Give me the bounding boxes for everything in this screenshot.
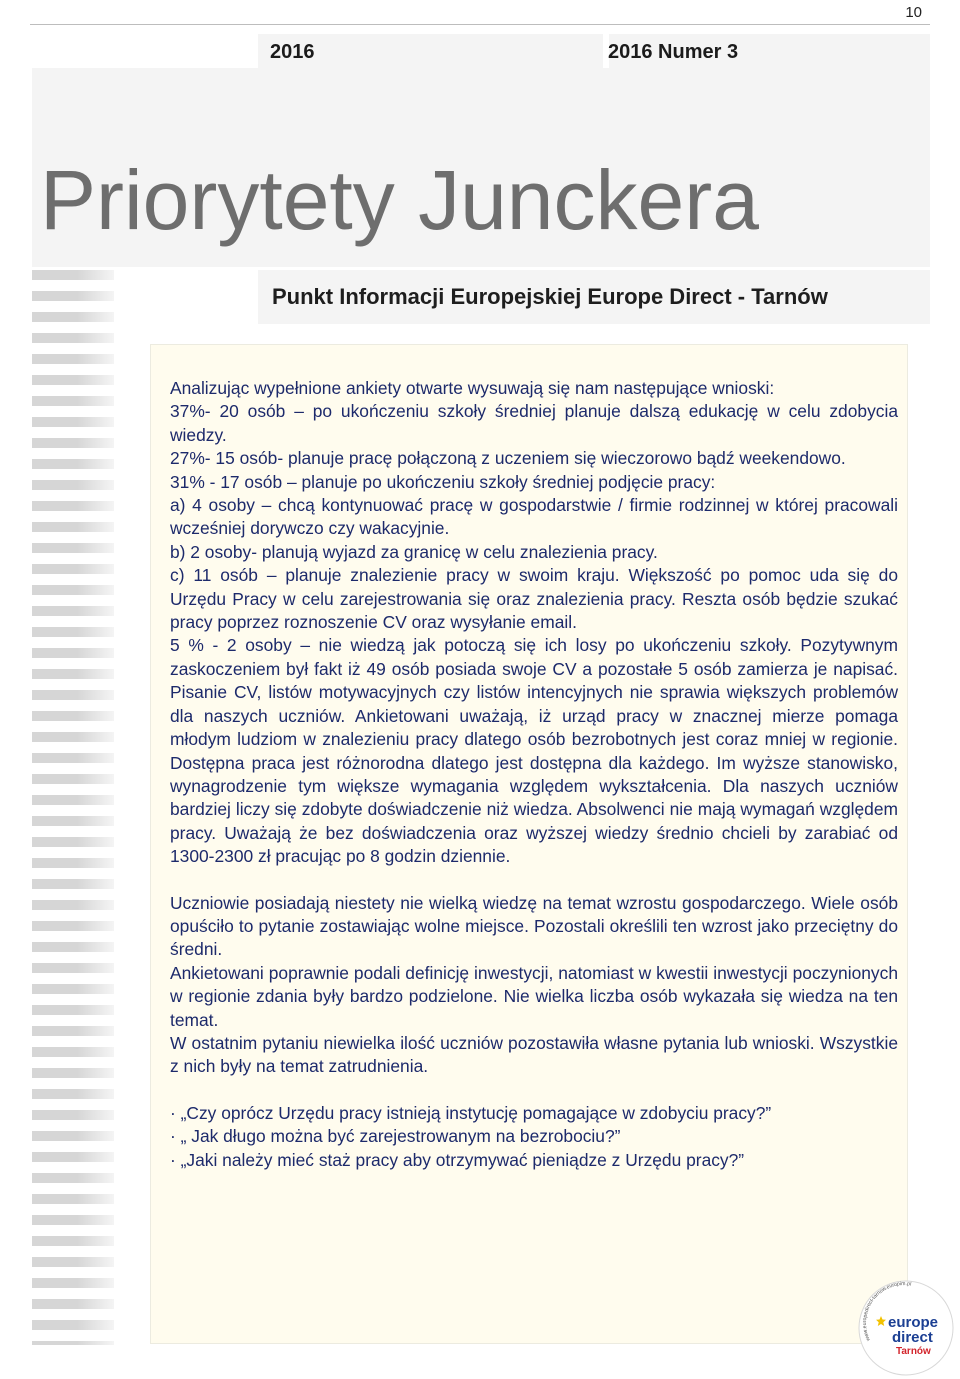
top-rule bbox=[30, 24, 930, 25]
page-title: Priorytety Junckera bbox=[40, 153, 759, 247]
paragraph-last-question: W ostatnim pytaniu niewielka ilość uczniów pozostawiła własne pytania lub wnioski. Wszystkie z nich były na temat zatrudnienia. bbox=[170, 1032, 898, 1077]
issue-number: 2016 Numer 3 bbox=[608, 41, 739, 63]
question-item: · „Jaki należy mieć staż pracy aby otrzymywać pieniądze z Urzędu pracy?” bbox=[170, 1149, 745, 1170]
europe-direct-logo bbox=[856, 1278, 956, 1378]
decorative-stripes-fade bbox=[32, 270, 114, 1345]
paragraph-option-b: b) 2 osoby- planują wyjazd za granicę w celu znalezienia pracy. bbox=[170, 541, 658, 562]
paragraph-31-percent: 31% - 17 osób – planuje po ukończeniu szkoły średniej podjęcie pracy: bbox=[170, 471, 716, 492]
paragraph-5-percent: 5 % - 2 osoby – nie wiedzą jak potoczą się ich losy po ukończeniu szkoły. Pozytywnym zaskoczeniem był fakt iż 49 osób posiada swoje CV a pozostałe 5 osób zamierza je napisać. Pisanie CV, listów motywacyjnych czy listów intencyjnych nie sprawia większych problemów dla naszych uczniów. Ankietowani uważają, iż urząd pracy w znacznej mierze pomaga młodym ludziom w znalezieniu pracy dlatego osób bezrobotnych jest coraz mniej w regionie. Dostępna praca jest różnorodna dlatego jest dostępna dla każdego. Im wyższe stanowisko, wynagrodzenie tym większe wymagania względem wykształcenia. Dla naszych uczniów bardziej liczy się zdobyte doświadczenie niż wiedza. Absolwenci nie mają wymagań względem pracy. Uważają że bez doświadczenia oraz wyższej wiedzy średnio chcieli by zarabiać od 1300-2300 zł pracując po 8 godzin dziennie. bbox=[170, 635, 898, 867]
logo-url: www.europedirect-tarnow.europim.pl bbox=[861, 1281, 912, 1342]
paragraph-intro: Analizując wypełnione ankiety otwarte wysuwają się nam następujące wnioski: bbox=[170, 378, 775, 398]
question-item: · „ Jak długo można być zarejestrowanym na bezrobociu?” bbox=[170, 1126, 621, 1147]
paragraph-option-a: a) 4 osoby – chcą kontynuować pracę w gospodarstwie / firmie rodzinnej w której pracowali wcześniej dorywczo czy wakacyjnie. bbox=[170, 495, 898, 539]
logo-line1: europe bbox=[888, 1314, 939, 1331]
paragraph-economic-growth: Uczniowie posiadają niestety nie wielką wiedzę na temat wzrostu gospodarczego. Wiele osób opuściło to pytanie zostawiając wolne miejsce. Pozostali określili ten wzrost jako przeciętny do średni. bbox=[170, 892, 898, 960]
title-divider bbox=[32, 267, 930, 270]
article-body bbox=[170, 377, 898, 1172]
page-subtitle: Punkt Informacji Europejskiej Europe Direct - Tarnów bbox=[272, 284, 828, 309]
paragraph-investments: Ankietowani poprawnie podali definicję inwestycji, natomiast w kwestii inwestycji poczynionych w regionie zdania były bardzo podzielone. Nie wielka liczba osób wykazała się wiedza na ten temat. bbox=[170, 962, 898, 1030]
logo-line2: direct bbox=[892, 1329, 933, 1346]
issue-year: 2016 bbox=[270, 41, 315, 63]
paragraph-37-percent: 37%- 20 osób – po ukończeniu szkoły średniej planuje dalszą edukację w celu zdobycia wiedzy. bbox=[170, 401, 898, 445]
paragraph-option-c: c) 11 osób – planuje znalezienie pracy w swoim kraju. Większość po pomoc uda się do Urzędu Pracy w celu zarejestrowania się oraz znalezienia pracy. Reszta osób będzie szukać pracy poprzez roznoszenie CV oraz wysyłanie email. bbox=[170, 565, 898, 633]
paragraph-27-percent: 27%- 15 osób- planuje pracę połączoną z uczeniem się wieczorowo bądź weekendowo. bbox=[170, 448, 846, 469]
logo-line3: Tarnów bbox=[896, 1346, 931, 1357]
page-number: 10 bbox=[905, 4, 922, 21]
question-item: · „Czy oprócz Urzędu pracy istnieją instytucję pomagające w zdobyciu pracy?” bbox=[170, 1102, 772, 1123]
